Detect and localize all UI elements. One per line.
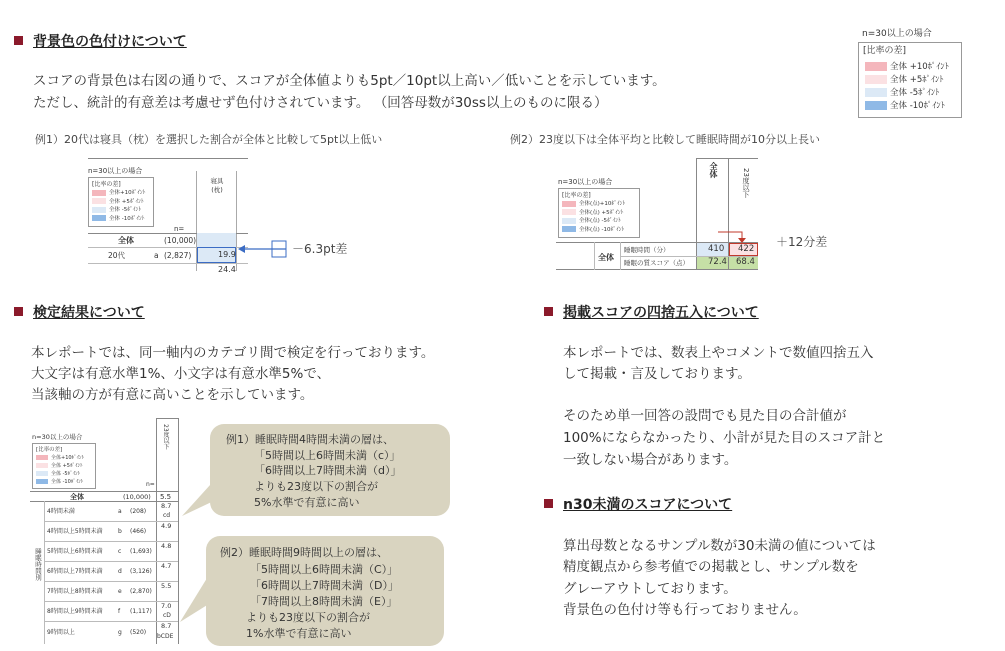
s3-line5: 一致しない場合があります。 bbox=[563, 452, 738, 468]
section-title-test-results: 検定結果について bbox=[14, 302, 145, 322]
ex1-row-20s-val: 19.9 bbox=[218, 250, 236, 259]
bubble-example2: 例2）睡眠時間9時間以上の層は、 「5時間以上6時間未満（C）」 「6時間以上7時間未満（D）」 「7時間以上8時間未満（E）」 よりも23度以下の割合が 1%水準で有意に高い bbox=[206, 536, 444, 646]
ex1-row-total-n: (10,000) bbox=[164, 236, 197, 245]
s4-line1: 算出母数となるサンプル数が30未満の値については bbox=[563, 538, 876, 554]
legend-item-plus5: 全体 +5ﾎﾟｲﾝﾄ bbox=[865, 74, 949, 87]
ex2-row1-label: 睡眠時間（分） bbox=[624, 246, 670, 254]
ex3-legend-caption: n=30以上の場合 bbox=[32, 433, 83, 441]
ex1-caption: 例1）20代は寝具（枕）を選択した割合が全体と比較して5pt以上低い bbox=[35, 133, 383, 146]
ex3-col-23: 23度以下 bbox=[162, 424, 169, 450]
ex2-arrow-icon bbox=[716, 228, 756, 244]
ex3-figure bbox=[30, 418, 180, 644]
ex1-row-total-label: 全体 bbox=[118, 236, 134, 245]
ex3-total-n: (10,000) bbox=[123, 493, 151, 501]
s4-line4: 背景色の色付け等も行っておりません。 bbox=[563, 602, 807, 618]
ex2-legend-caption: n=30以上の場合 bbox=[558, 178, 613, 186]
ex2-figure bbox=[556, 158, 758, 270]
legend-heading: [比率の差] bbox=[863, 46, 907, 56]
ex1-diff-note: －6.3pt差 bbox=[292, 242, 348, 256]
s4-line3: グレーアウトしております。 bbox=[563, 581, 737, 597]
ex1-figure bbox=[88, 158, 248, 274]
ex2-row2-total: 72.4 bbox=[708, 257, 727, 267]
section-title-n30: n30未満のスコアについて bbox=[544, 494, 732, 514]
s2-line1: 本レポートでは、同一軸内のカテゴリ間で検定を行っております。 bbox=[31, 345, 435, 361]
ex1-col-header: 寝具 (枕) bbox=[210, 177, 224, 194]
table-row: 8時間以上9時間未満 f (1,117) 7.0 cD bbox=[44, 601, 178, 622]
ex2-row2-label: 睡眠の質スコア（点） bbox=[624, 259, 689, 267]
ex2-col-total: 全体 bbox=[709, 162, 718, 178]
ex3-legend: [比率の差] 全体+10ﾎﾟｲﾝﾄ 全体 +5ﾎﾟｲﾝﾄ 全体 -5ﾎﾟｲﾝﾄ 全体 -10ﾎﾟｲﾝﾄ bbox=[32, 443, 96, 489]
ex3-total-val: 5.5 bbox=[160, 493, 172, 501]
table-row: 4時間未満 a (208) 8.7 cd bbox=[44, 501, 178, 522]
table-row: 9時間以上 g (520) 8.7 bCDE bbox=[47, 622, 174, 640]
s4-line2: 精度観点から参考値での掲載とし、サンプル数を bbox=[563, 559, 859, 575]
ex1-legend-caption: n=30以上の場合 bbox=[88, 167, 143, 175]
bullet-icon bbox=[544, 499, 553, 508]
ex2-legend: [比率の差] 全体(点)+10ﾎﾟｲﾝﾄ 全体(点) +5ﾎﾟｲﾝﾄ 全体(点) -5ﾎﾟｲﾝﾄ 全体(点) -10ﾎﾟｲﾝﾄ bbox=[558, 188, 640, 238]
s1-line1: スコアの背景色は右図の通りで、スコアが全体値よりも5pt／10pt以上高い／低いことを示しています。 bbox=[33, 73, 666, 89]
s3-line2: して掲載・言及しております。 bbox=[563, 366, 751, 382]
s2-line2: 大文字は有意水準1%、小文字は有意水準5%で、 bbox=[31, 366, 331, 382]
table-row: 4時間以上5時間未満 b (466) 4.9 bbox=[44, 521, 178, 542]
s3-line1: 本レポートでは、数表上やコメントで数値四捨五入 bbox=[563, 345, 874, 361]
ex1-row-next-val: 24.4 bbox=[218, 265, 236, 274]
ex2-diff-note: ＋12分差 bbox=[776, 235, 828, 249]
ex2-row1-total: 410 bbox=[708, 244, 725, 254]
table-row: 7時間以上8時間未満 e (2,870) 5.5 bbox=[44, 581, 178, 602]
ex2-col-23: 23度以下 bbox=[742, 168, 750, 198]
s1-line2: ただし、統計的有意差は考慮せず色付けされています。 （回答母数が30ss以上のものに限る） bbox=[33, 95, 608, 111]
bullet-icon bbox=[14, 36, 23, 45]
ex1-row-20s-label: 20代 bbox=[108, 251, 126, 260]
bullet-icon bbox=[14, 307, 23, 316]
s3-line3: そのため単一回答の設問でも見た目の合計値が bbox=[563, 408, 847, 424]
legend-item-minus10: 全体 -10ﾎﾟｲﾝﾄ bbox=[865, 100, 949, 113]
ex2-row1-val: 422 bbox=[738, 244, 755, 254]
ex1-n-label: n= bbox=[174, 225, 185, 233]
section-title-rounding: 掲載スコアの四捨五入について bbox=[544, 302, 759, 322]
s2-line3: 当該軸の方が有意に高いことを示しています。 bbox=[31, 387, 314, 403]
ex1-row-20s-code: a bbox=[154, 251, 159, 260]
legend-items bbox=[865, 61, 949, 113]
ex1-legend: [比率の差] 全体+10ﾎﾟｲﾝﾄ 全体 +5ﾎﾟｲﾝﾄ 全体 -5ﾎﾟｲﾝﾄ 全体 -10ﾎﾟｲﾝﾄ bbox=[88, 177, 154, 227]
ex1-row-20s-n: (2,827) bbox=[164, 251, 192, 260]
legend-item-minus5: 全体 -5ﾎﾟｲﾝﾄ bbox=[865, 87, 949, 100]
legend-box bbox=[858, 42, 962, 118]
ex2-caption: 例2）23度以下は全体平均と比較して睡眠時間が10分以上長い bbox=[510, 133, 820, 146]
bubble-example1: 例1）睡眠時間4時間未満の層は、 「5時間以上6時間未満（c）」 「6時間以上7時間未満（d）」 よりも23度以下の割合が 5%水準で有意に高い bbox=[210, 424, 450, 516]
ex2-row2-val: 68.4 bbox=[736, 257, 755, 267]
section-title-background-color: 背景色の色付けについて bbox=[14, 31, 187, 51]
ex3-n-label: n= bbox=[146, 481, 155, 488]
ex1-arrow-icon bbox=[236, 238, 288, 260]
legend-caption: n=30以上の場合 bbox=[862, 29, 932, 39]
legend-item-plus10: 全体 +10ﾎﾟｲﾝﾄ bbox=[865, 61, 949, 74]
table-row: 6時間以上7時間未満 d (3,126) 4.7 bbox=[44, 561, 178, 582]
ex3-total-label: 全体 bbox=[70, 493, 84, 501]
ex2-row-group: 全体 bbox=[598, 253, 614, 262]
ex3-group-label: 睡眠時間別 bbox=[34, 548, 42, 581]
s3-line4: 100%にならなかったり、小計が見た目のスコア計と bbox=[563, 430, 886, 446]
bullet-icon bbox=[544, 307, 553, 316]
table-row: 5時間以上6時間未満 c (1,693) 4.8 bbox=[44, 541, 178, 562]
